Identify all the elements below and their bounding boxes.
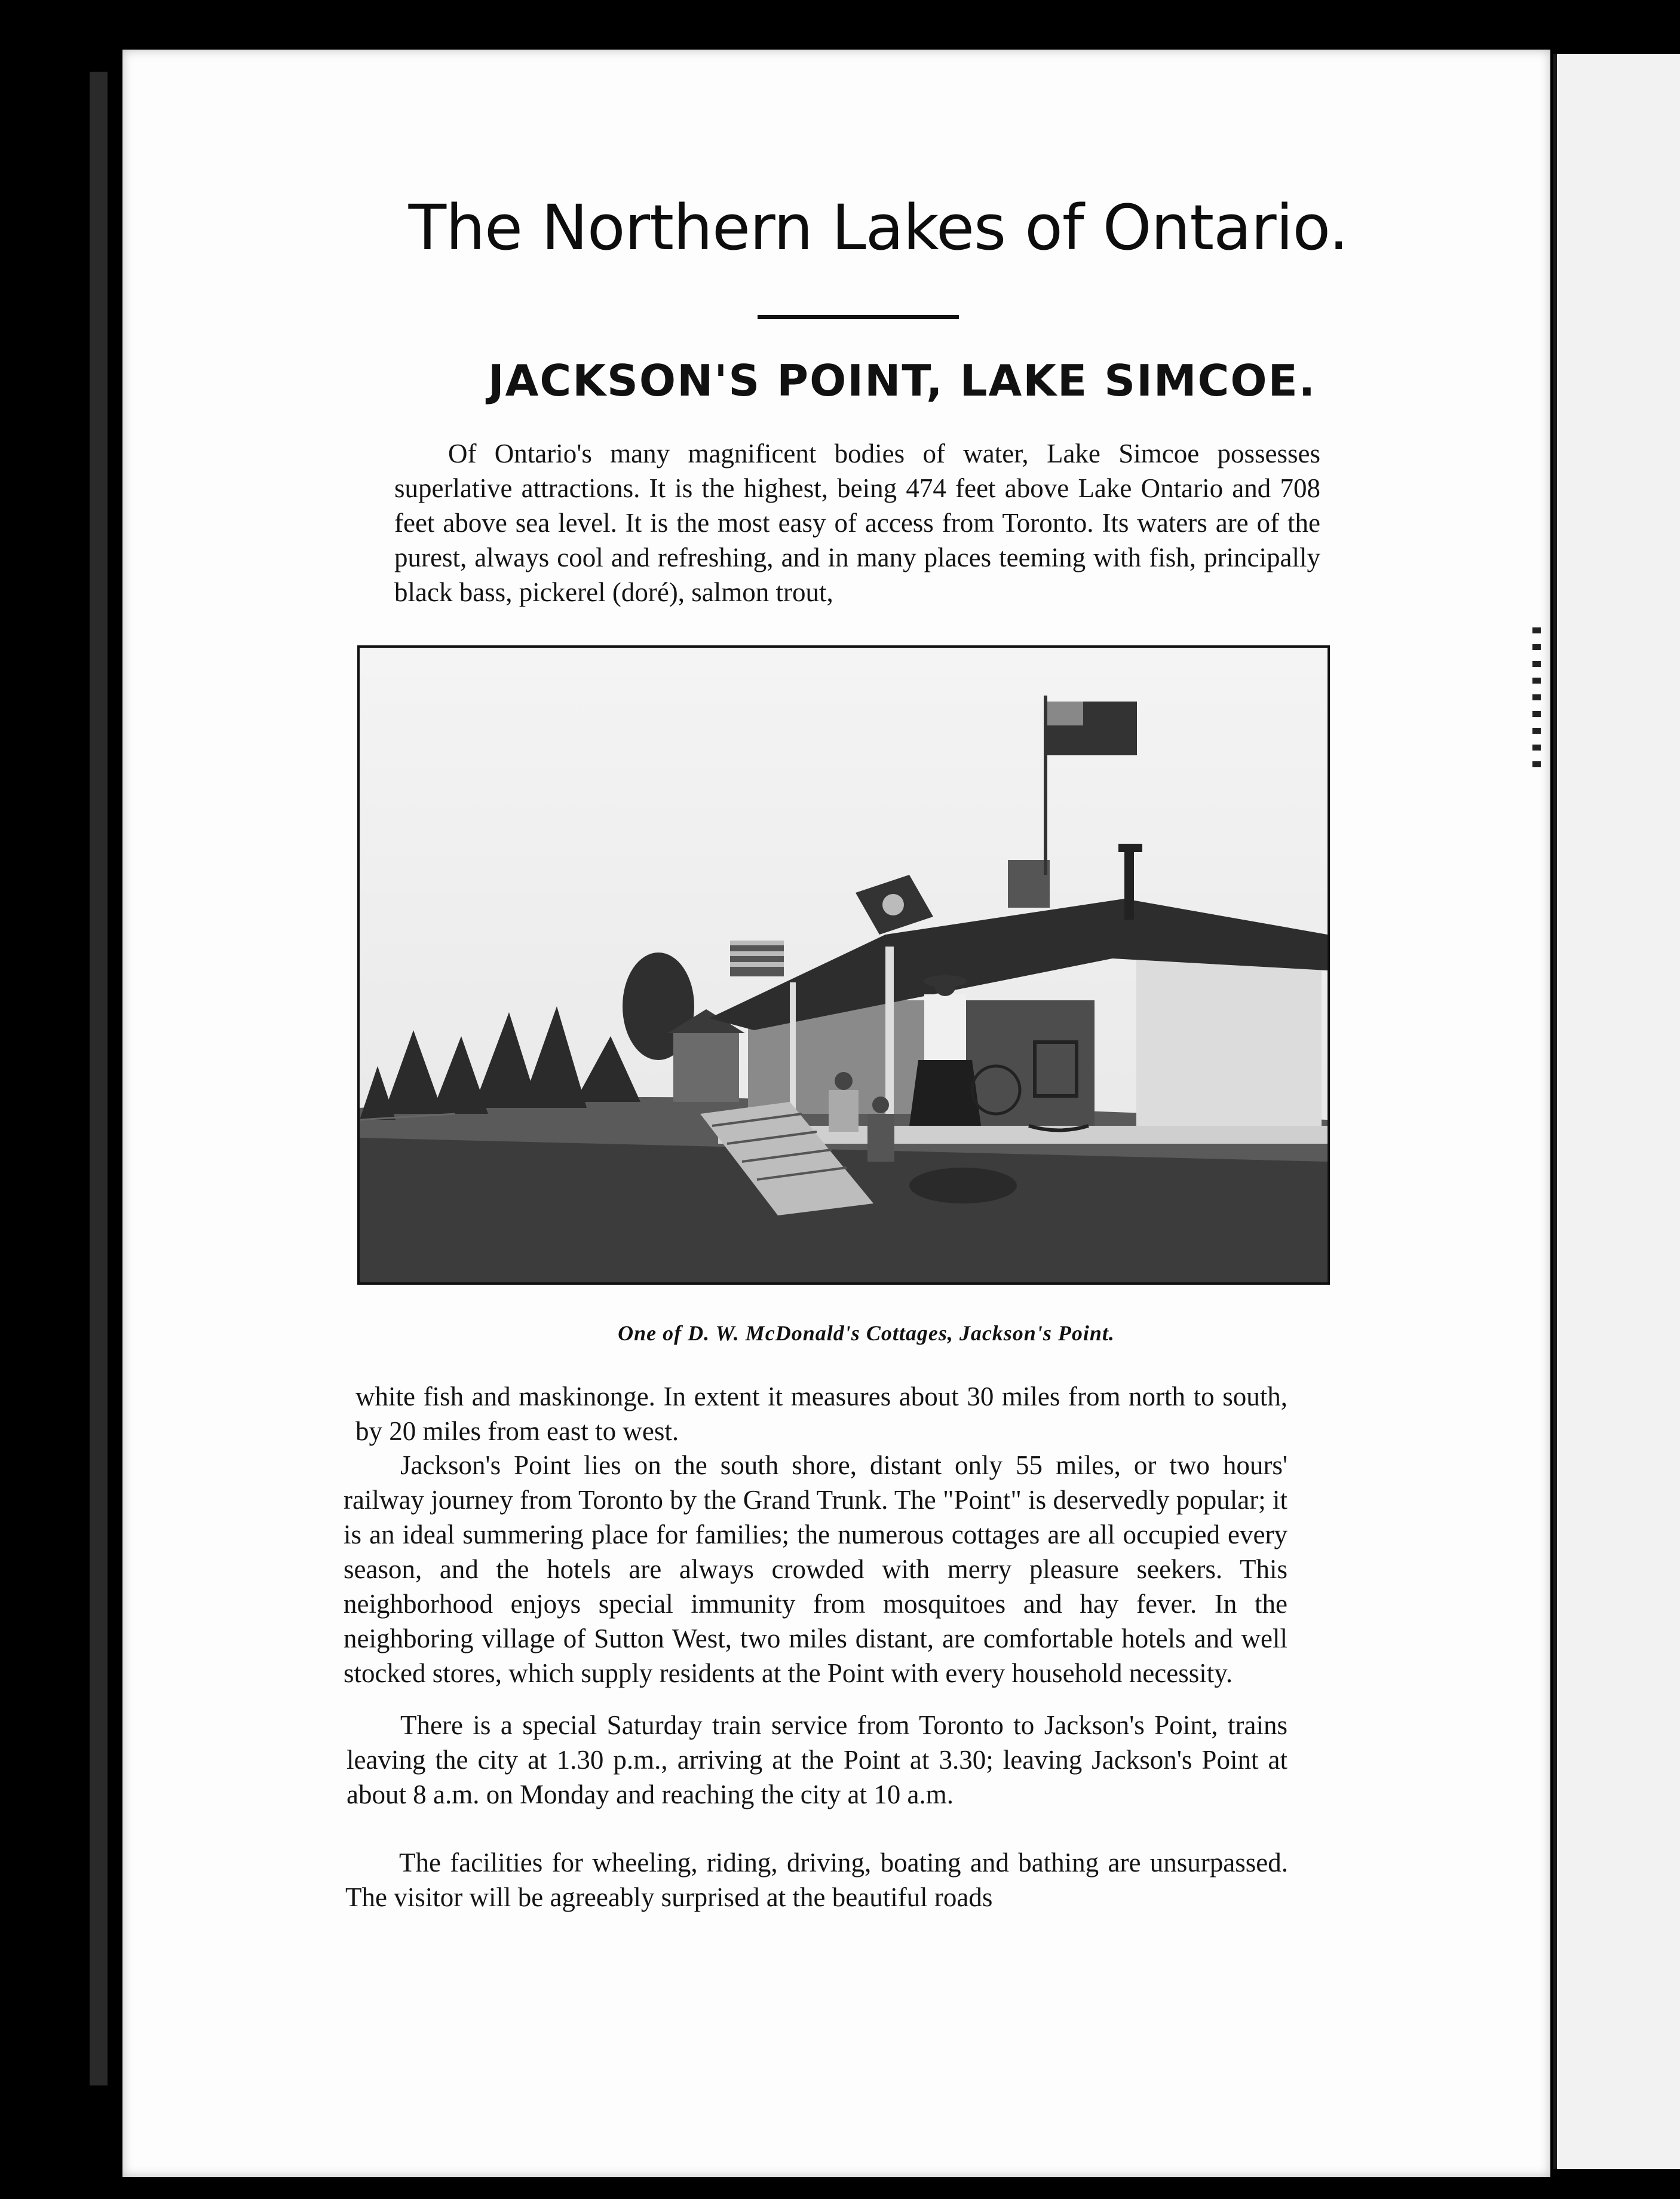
page-binding-edge	[90, 72, 108, 2085]
section-heading: JACKSON'S POINT, LAKE SIMCOE.	[488, 356, 1317, 406]
cottage-photo-illustration	[360, 648, 1328, 1282]
paragraph-facilities: The facilities for wheeling, riding, driving, boating and bathing are unsurpassed. The visitor will be agreeably surprised at the beautiful roads	[345, 1848, 1288, 1912]
paragraph-train-service: There is a special Saturday train service from Toronto to Jackson's Point, trains leaving the city at 1.30 p.m., arriving at the Point at 3.30; leaving Jackson's Point at about 8 a.m. on Monday and reaching the city at 10 a.m.	[347, 1710, 1287, 1809]
page-title: The Northern Lakes of Ontario.	[408, 191, 1348, 264]
photo-caption: One of D. W. McDonald's Cottages, Jackson's Point.	[618, 1321, 1115, 1345]
paragraph-intro: Of Ontario's many magnificent bodies of water, Lake Simcoe possesses superlative attractions. It is the highest, being 474 feet above Lake Ontario and 708 feet above sea level. It is the most easy of access from Toronto. Its waters are of the purest, always cool and refreshing, and in many places teeming with fish, principally black bass, pickerel (doré), salmon trout,	[394, 439, 1320, 607]
facing-page	[1553, 54, 1680, 2169]
binding-holes	[1532, 627, 1541, 771]
paragraph-extent: white fish and maskinonge. In extent it measures about 30 miles from north to south, by 20 miles from east to west.	[355, 1382, 1287, 1446]
paragraph-jacksons-point: Jackson's Point lies on the south shore, distant only 55 miles, or two hours' railway journey from Toronto by the Grand Trunk. The "Point" is deservedly popular; it is an ideal summering place for families; the numerous cottages are all occupied every season, and the hotels are always crowded with merry pleasure seekers. This neighborhood enjoys special immunity from mosquitoes and hay fever. In the neighboring village of Sutton West, two miles distant, are comfortable hotels and well stocked stores, which supply residents at the Point with every household necessity.	[344, 1450, 1287, 1688]
cottage-photograph	[357, 645, 1330, 1285]
title-divider	[758, 315, 959, 319]
